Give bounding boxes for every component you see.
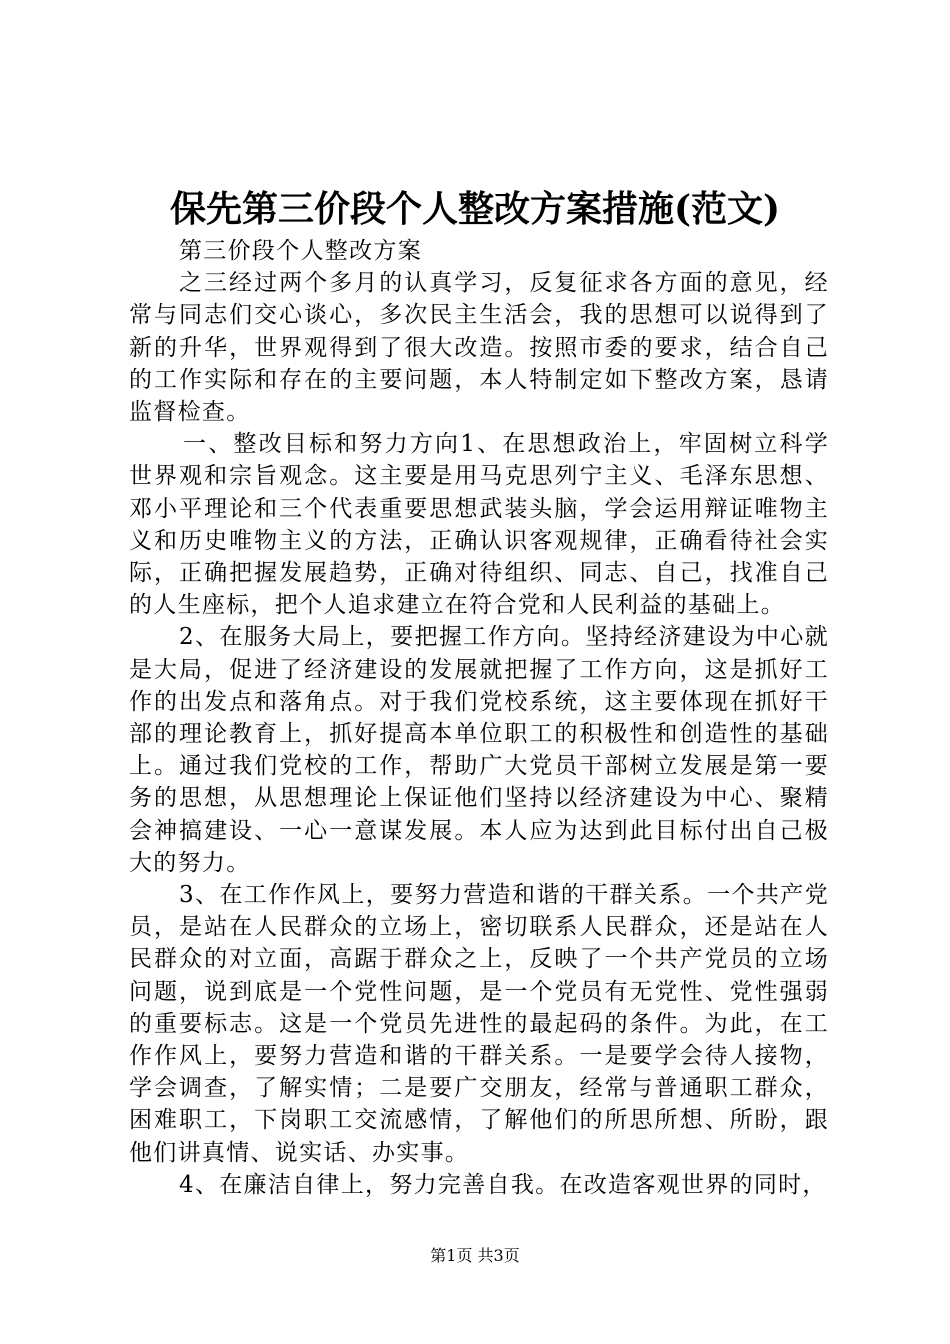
document-subtitle: 第三价段个人整改方案 bbox=[179, 238, 422, 264]
paragraph: 之三经过两个多月的认真学习，反复征求各方面的意见，经常与同志们交心谈心，多次民主生活会，我的思想可以说得到了新的升华，世界观得到了很大改造。按照市委的要求，结合自己的工作实际和存在的主要问题，本人特制定如下整改方案，恳请监督检查。 bbox=[129, 270, 829, 426]
paragraph: 2、在服务大局上，要把握工作方向。坚持经济建设为中心就是大局，促进了经济建设的发展就把握了工作方向，这是抓好工作的出发点和落角点。对于我们党校系统，这主要体现在抓好干部的理论教育上，抓好提高本单位职工的积极性和创造性的基础上。通过我们党校的工作，帮助广大党员干部树立发展是第一要务的思想，从思想理论上保证他们坚持以经济建设为中心、聚精会神搞建设、一心一意谋发展。本人应为达到此目标付出自己极大的努力。 bbox=[129, 624, 829, 876]
document-body bbox=[129, 235, 829, 1201]
paragraph: 3、在工作作风上，要努力营造和谐的干群关系。一个共产党员，是站在人民群众的立场上，密切联系人民群众，还是站在人民群众的对立面，高踞于群众之上，反映了一个共产党员的立场问题，说到底是一个党性问题，是一个党员有无党性、党性强弱的重要标志。这是一个党员先进性的最起码的条件。为此，在工作作风上，要努力营造和谐的干群关系。一是要学会待人接物，学会调查，了解实情；二是要广交朋友，经常与普通职工群众，困难职工，下岗职工交流感情，了解他们的所思所想、所盼，跟他们讲真情、说实话、办实事。 bbox=[129, 882, 829, 1166]
document-title: 保先第三价段个人整改方案措施(范文) bbox=[169, 188, 781, 230]
paragraph: 4、在廉洁自律上，努力完善自我。在改造客观世界的同时， bbox=[179, 1171, 827, 1198]
paragraph: 一、整改目标和努力方向1、在思想政治上，牢固树立科学世界观和宗旨观念。这主要是用马克思列宁主义、毛泽东思想、邓小平理论和三个代表重要思想武装头脑，学会运用辩证唯物主义和历史唯物主义的方法，正确认识客观规律，正确看待社会实际，正确把握发展趋势，正确对待组织、同志、自己，找准自己的人生座标，把个人追求建立在符合党和人民利益的基础上。 bbox=[129, 431, 829, 619]
page-footer: 第1页 共3页 bbox=[430, 1246, 520, 1265]
